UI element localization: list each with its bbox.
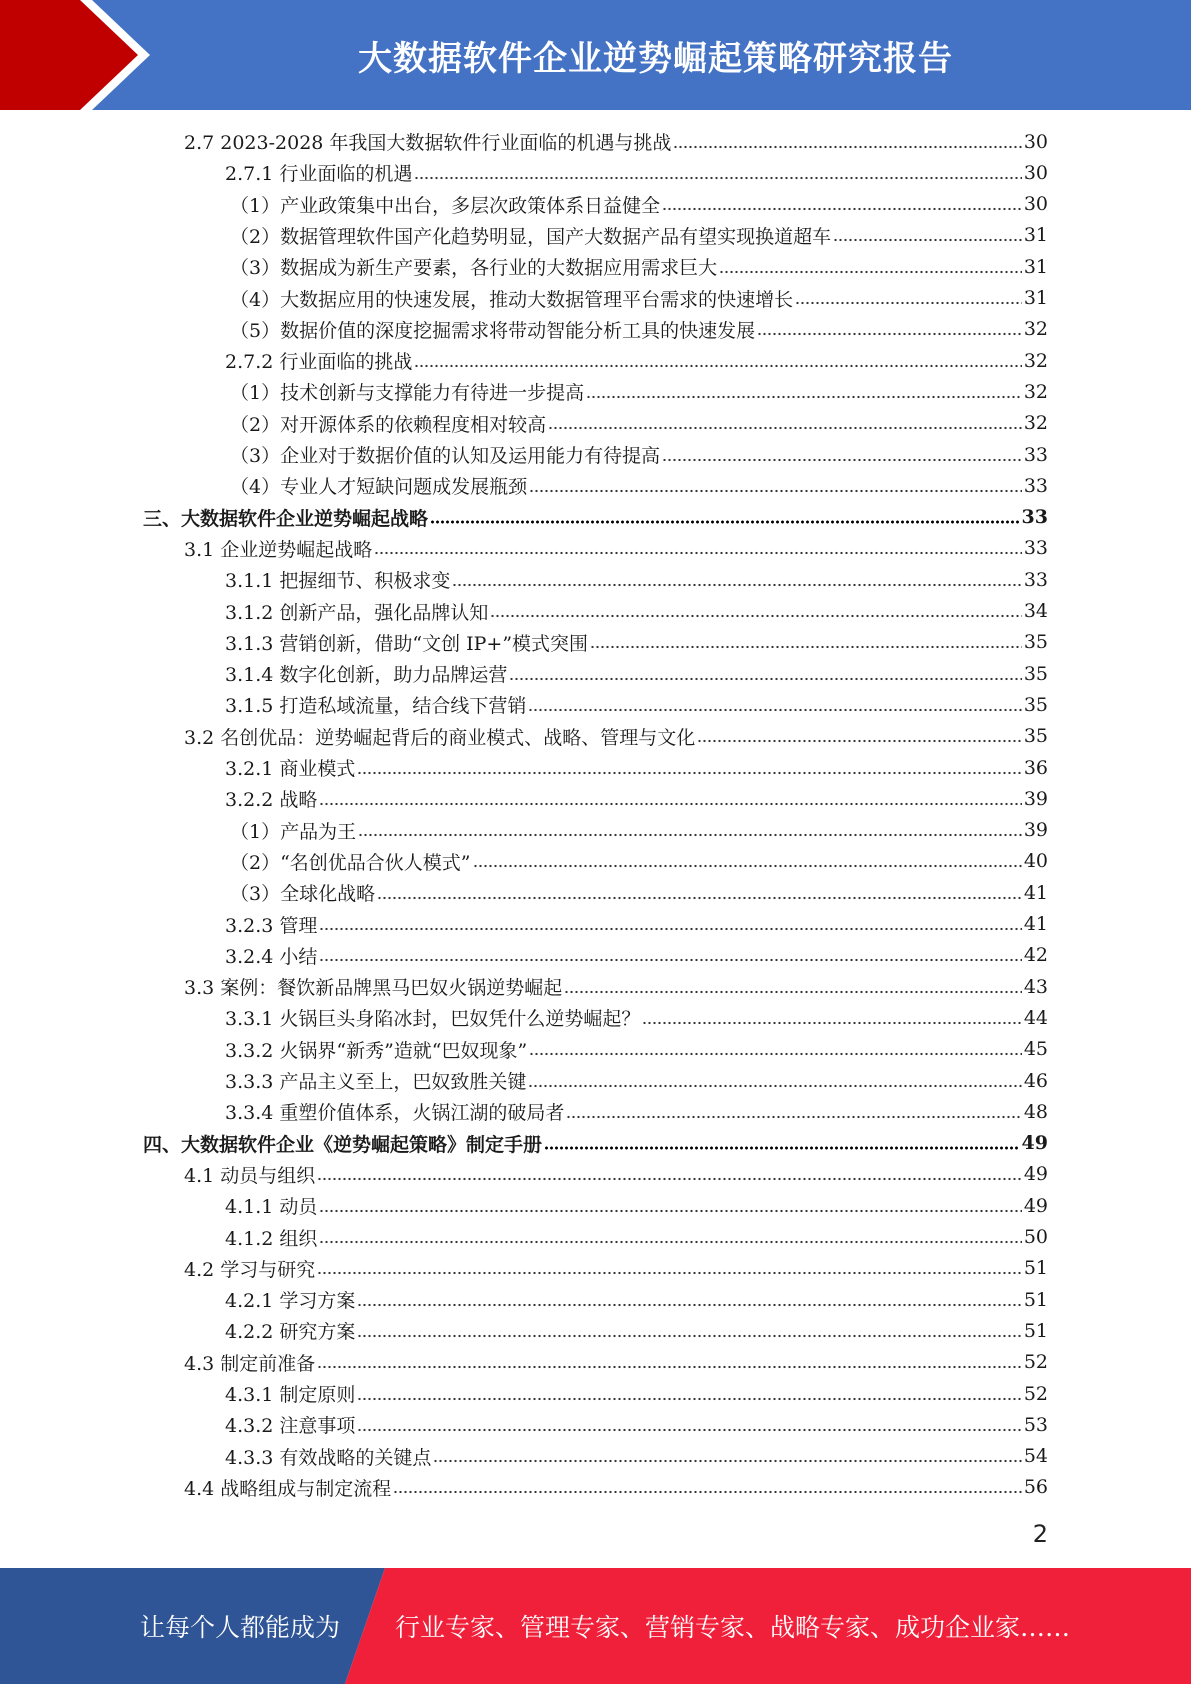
toc-entry[interactable]: [184, 1472, 1048, 1503]
toc-dot-leader: [319, 1209, 1021, 1213]
toc-dot-leader: [590, 645, 1022, 649]
toc-dot-leader: [319, 927, 1021, 931]
toc-entry-label: （3）全球化战略: [230, 883, 376, 906]
toc-entry-label: （1）技术创新与支撑能力有待进一步提高: [230, 382, 585, 405]
toc-entry[interactable]: [225, 940, 1048, 971]
toc-entry-page: 33: [1023, 443, 1048, 466]
toc-entry-label: （2）对开源体系的依赖程度相对较高: [230, 413, 547, 436]
toc-dot-leader: [317, 1271, 1022, 1275]
toc-entry[interactable]: [230, 439, 1048, 470]
toc-entry-label: 3.3.2 火锅界“新秀”造就“巴奴现象”: [225, 1039, 528, 1062]
toc-entry-page: 41: [1023, 881, 1048, 904]
header-title: 大数据软件企业逆势崛起策略研究报告: [358, 38, 953, 79]
toc-entry[interactable]: [225, 627, 1048, 658]
page-number: 2: [1032, 1520, 1048, 1548]
toc-entry-page: 32: [1023, 380, 1048, 403]
toc-entry[interactable]: [230, 376, 1048, 407]
toc-entry[interactable]: [225, 1002, 1048, 1033]
footer-slogan-left: 让每个人都能成为: [140, 1613, 341, 1642]
toc-entry[interactable]: [230, 251, 1048, 282]
toc-entry-page: 35: [1023, 631, 1048, 654]
toc-entry-label: 4.1 动员与组织: [184, 1164, 316, 1187]
toc-entry-page: 35: [1023, 725, 1048, 748]
toc-entry-label: （3）企业对于数据价值的认知及运用能力有待提高: [230, 445, 661, 467]
toc-dot-leader: [357, 1397, 1021, 1401]
toc-entry-label: 4.3.2 注意事项: [225, 1415, 356, 1438]
toc-entry[interactable]: [184, 971, 1048, 1002]
toc-entry[interactable]: [225, 689, 1048, 720]
toc-entry[interactable]: [225, 564, 1048, 595]
toc-entry-page: 33: [1023, 537, 1048, 560]
toc-entry-label: （1）产品为王: [230, 820, 357, 843]
toc-entry[interactable]: [230, 283, 1048, 314]
toc-entry-page: 51: [1023, 1319, 1048, 1342]
toc-entry-page: 49: [1021, 1132, 1048, 1155]
toc-entry-page: 31: [1023, 255, 1048, 278]
toc-dot-leader: [393, 1490, 1022, 1494]
page-header: [0, 0, 1191, 110]
toc-entry-page: 52: [1023, 1351, 1048, 1374]
toc-entry[interactable]: [225, 1441, 1048, 1472]
toc-entry-label: 2.7.1 行业面临的机遇: [225, 163, 413, 186]
toc-entry-label: 3.3 案例：餐饮新品牌黑马巴奴火锅逆势崛起: [184, 977, 563, 1000]
toc-entry-page: 30: [1023, 161, 1048, 184]
toc-entry-label: （2）“名创优品合伙人模式”: [230, 851, 471, 874]
toc-entry[interactable]: [230, 314, 1048, 345]
toc-entry-label: 4.1.1 动员: [225, 1196, 318, 1219]
toc-entry-page: 31: [1023, 224, 1048, 247]
toc-entry-label: 3.2.3 管理: [225, 914, 318, 937]
toc-entry[interactable]: [225, 658, 1048, 689]
toc-entry[interactable]: [143, 502, 1048, 533]
toc-entry-page: 46: [1023, 1069, 1048, 1092]
toc-entry-page: 56: [1023, 1476, 1048, 1499]
toc-dot-leader: [548, 426, 1022, 430]
toc-entry-label: 4.2 学习与研究: [184, 1258, 316, 1281]
toc-entry-page: 42: [1023, 944, 1048, 967]
toc-entry[interactable]: [225, 1034, 1048, 1065]
toc-dot-leader: [430, 520, 1020, 524]
toc-dot-leader: [357, 1334, 1021, 1338]
toc-entry-label: 3.3.3 产品主义至上，巴奴致胜关键: [225, 1071, 527, 1093]
toc-entry-label: 4.2.2 研究方案: [225, 1321, 356, 1344]
toc-dot-leader: [795, 301, 1022, 305]
toc-entry-label: 四、大数据软件企业《逆势崛起策略》制定手册: [143, 1133, 543, 1156]
toc-entry[interactable]: [225, 1409, 1048, 1440]
toc-dot-leader: [319, 802, 1021, 806]
toc-entry[interactable]: [184, 533, 1048, 564]
toc-entry-page: 39: [1023, 819, 1048, 842]
toc-dot-leader: [317, 1177, 1022, 1181]
toc-entry-label: 3.2.2 战略: [225, 789, 318, 812]
toc-entry-label: 3.1 企业逆势崛起战略: [184, 538, 373, 561]
toc-entry[interactable]: [184, 1253, 1048, 1284]
toc-entry-page: 49: [1023, 1163, 1048, 1186]
toc-entry-page: 39: [1023, 787, 1048, 810]
toc-dot-leader: [319, 1240, 1021, 1244]
toc-entry-label: 3.1.2 创新产品，强化品牌认知: [225, 601, 489, 624]
toc-entry-label: （4）大数据应用的快速发展，推动大数据管理平台需求的快速增长: [230, 288, 794, 311]
toc-entry-label: （1）产业政策集中出台，多层次政策体系日益健全: [230, 194, 661, 217]
toc-dot-leader: [544, 1146, 1020, 1150]
toc-dot-leader: [719, 270, 1022, 274]
toc-dot-leader: [319, 958, 1021, 962]
toc-entry-page: 33: [1023, 474, 1048, 497]
toc-dot-leader: [528, 708, 1021, 712]
toc-entry-page: 51: [1023, 1257, 1048, 1280]
toc-entry-page: 31: [1023, 287, 1048, 309]
toc-entry-label: 3.3.1 火锅巨头身陷冰封，巴奴凭什么逆势崛起？: [225, 1008, 641, 1031]
toc-dot-leader: [374, 551, 1022, 555]
toc-entry-label: 3.1.3 营销创新，借助“文创 IP+”模式突围: [225, 632, 589, 655]
toc-entry-page: 53: [1023, 1413, 1048, 1436]
toc-entry-page: 40: [1023, 850, 1048, 873]
toc-entry-label: 2.7.2 行业面临的挑战: [225, 351, 413, 374]
toc-dot-leader: [662, 458, 1022, 462]
toc-entry[interactable]: [225, 752, 1048, 783]
toc-entry-label: 2.7 2023-2028 年我国大数据软件行业面临的机遇与挑战: [184, 132, 672, 154]
toc-dot-leader: [757, 332, 1022, 336]
toc-entry-label: 3.1.4 数字化创新，助力品牌运营: [225, 664, 508, 687]
toc-dot-leader: [473, 864, 1022, 868]
toc-dot-leader: [377, 896, 1022, 900]
toc-dot-leader: [414, 364, 1021, 368]
toc-entry[interactable]: [225, 157, 1048, 188]
toc-entry[interactable]: [225, 1190, 1048, 1221]
toc-dot-leader: [833, 238, 1022, 242]
toc-dot-leader: [586, 395, 1022, 399]
toc-entry-page: 36: [1023, 756, 1048, 779]
toc-entry-label: 3.2.4 小结: [225, 945, 318, 968]
toc-dot-leader: [414, 176, 1021, 180]
toc-entry-label: 3.2.1 商业模式: [225, 758, 356, 780]
toc-entry-label: （3）数据成为新生产要素，各行业的大数据应用需求巨大: [230, 257, 718, 280]
toc-entry-page: 50: [1023, 1226, 1048, 1248]
toc-entry[interactable]: [225, 1315, 1048, 1346]
toc-entry[interactable]: [225, 596, 1048, 627]
toc-entry-page: 35: [1023, 662, 1048, 685]
toc-entry-page: 48: [1023, 1100, 1048, 1123]
toc-entry-page: 52: [1023, 1382, 1048, 1405]
toc-entry[interactable]: [230, 815, 1048, 846]
toc-entry-page: 32: [1023, 412, 1048, 435]
toc-entry-label: 3.2 名创优品：逆势崛起背后的商业模式、战略、管理与文化: [184, 726, 696, 749]
toc-entry[interactable]: [143, 1128, 1048, 1159]
toc-dot-leader: [642, 1021, 1021, 1025]
toc-entry-label: 4.3 制定前准备: [184, 1352, 316, 1375]
toc-entry-page: 45: [1023, 1038, 1048, 1061]
page-footer: [0, 1568, 1191, 1684]
toc-entry-page: 49: [1023, 1194, 1048, 1217]
toc-dot-leader: [357, 771, 1021, 775]
toc-entry[interactable]: [225, 1378, 1048, 1409]
toc-entry-label: 4.3.1 制定原则: [225, 1384, 356, 1406]
toc-entry-label: 3.1.5 打造私域流量，结合线下营销: [225, 695, 527, 718]
toc-entry-page: 30: [1023, 130, 1048, 153]
toc-entry[interactable]: [230, 877, 1048, 908]
toc-entry-page: 32: [1023, 349, 1048, 372]
toc-dot-leader: [697, 739, 1022, 743]
toc-entry-page: 35: [1023, 693, 1048, 716]
toc-entry-page: 54: [1023, 1445, 1048, 1468]
toc-dot-leader: [564, 990, 1022, 994]
toc-dot-leader: [529, 489, 1022, 493]
toc-entry-label: （5）数据价值的深度挖掘需求将带动智能分析工具的快速发展: [230, 319, 756, 342]
toc-entry[interactable]: [225, 1222, 1048, 1253]
toc-entry[interactable]: [230, 220, 1048, 251]
toc-dot-leader: [529, 1052, 1022, 1056]
toc-entry-label: 3.1.1 把握细节、积极求变: [225, 570, 451, 593]
toc-dot-leader: [433, 1459, 1021, 1463]
toc-entry-page: 41: [1023, 913, 1048, 935]
toc-entry[interactable]: [225, 909, 1048, 940]
toc-entry[interactable]: [225, 1284, 1048, 1315]
toc-entry-page: 32: [1023, 318, 1048, 341]
toc-entry-page: 30: [1023, 193, 1048, 216]
toc-dot-leader: [566, 1115, 1021, 1119]
toc-dot-leader: [673, 145, 1021, 149]
toc-entry-page: 33: [1021, 506, 1048, 529]
toc-dot-leader: [357, 1303, 1021, 1307]
toc-entry-label: 4.3.3 有效战略的关键点: [225, 1446, 432, 1469]
toc-entry-label: （4）专业人才短缺问题成发展瓶颈: [230, 476, 528, 499]
toc-dot-leader: [452, 583, 1021, 587]
footer-slogan-right: 行业专家、管理专家、营销专家、战略专家、成功企业家……: [395, 1613, 1071, 1642]
toc-entry[interactable]: [184, 1159, 1048, 1190]
toc-entry[interactable]: [184, 1347, 1048, 1378]
toc-entry-page: 43: [1023, 975, 1048, 998]
toc-entry-label: 4.4 战略组成与制定流程: [184, 1477, 392, 1500]
toc-dot-leader: [528, 1084, 1021, 1088]
toc-entry[interactable]: [225, 1096, 1048, 1127]
toc-entry[interactable]: [225, 345, 1048, 376]
toc-entry[interactable]: [184, 126, 1048, 157]
toc-entry[interactable]: [225, 1065, 1048, 1096]
toc-entry-page: 51: [1023, 1288, 1048, 1311]
toc-entry[interactable]: [230, 470, 1048, 501]
toc-dot-leader: [357, 1428, 1021, 1432]
toc-entry-label: 三、大数据软件企业逆势崛起战略: [143, 507, 429, 530]
toc-entry-label: 4.2.1 学习方案: [225, 1290, 356, 1313]
toc-entry-page: 44: [1023, 1006, 1048, 1029]
toc-dot-leader: [317, 1365, 1022, 1369]
toc-dot-leader: [509, 677, 1021, 681]
toc-dot-leader: [490, 614, 1021, 618]
toc-entry-label: 4.1.2 组织: [225, 1227, 318, 1250]
toc-entry[interactable]: [230, 846, 1048, 877]
toc-entry-page: 34: [1023, 600, 1048, 622]
toc-entry[interactable]: [230, 189, 1048, 220]
toc-entry-label: 3.3.4 重塑价值体系，火锅江湖的破局者: [225, 1102, 565, 1125]
toc-dot-leader: [662, 207, 1022, 211]
toc-entry[interactable]: [225, 783, 1048, 814]
toc-entry[interactable]: [184, 721, 1048, 752]
toc-entry-page: 33: [1023, 568, 1048, 591]
toc-dot-leader: [358, 833, 1022, 837]
toc-entry-label: （2）数据管理软件国产化趋势明显，国产大数据产品有望实现换道超车: [230, 225, 832, 248]
toc-entry[interactable]: [230, 408, 1048, 439]
